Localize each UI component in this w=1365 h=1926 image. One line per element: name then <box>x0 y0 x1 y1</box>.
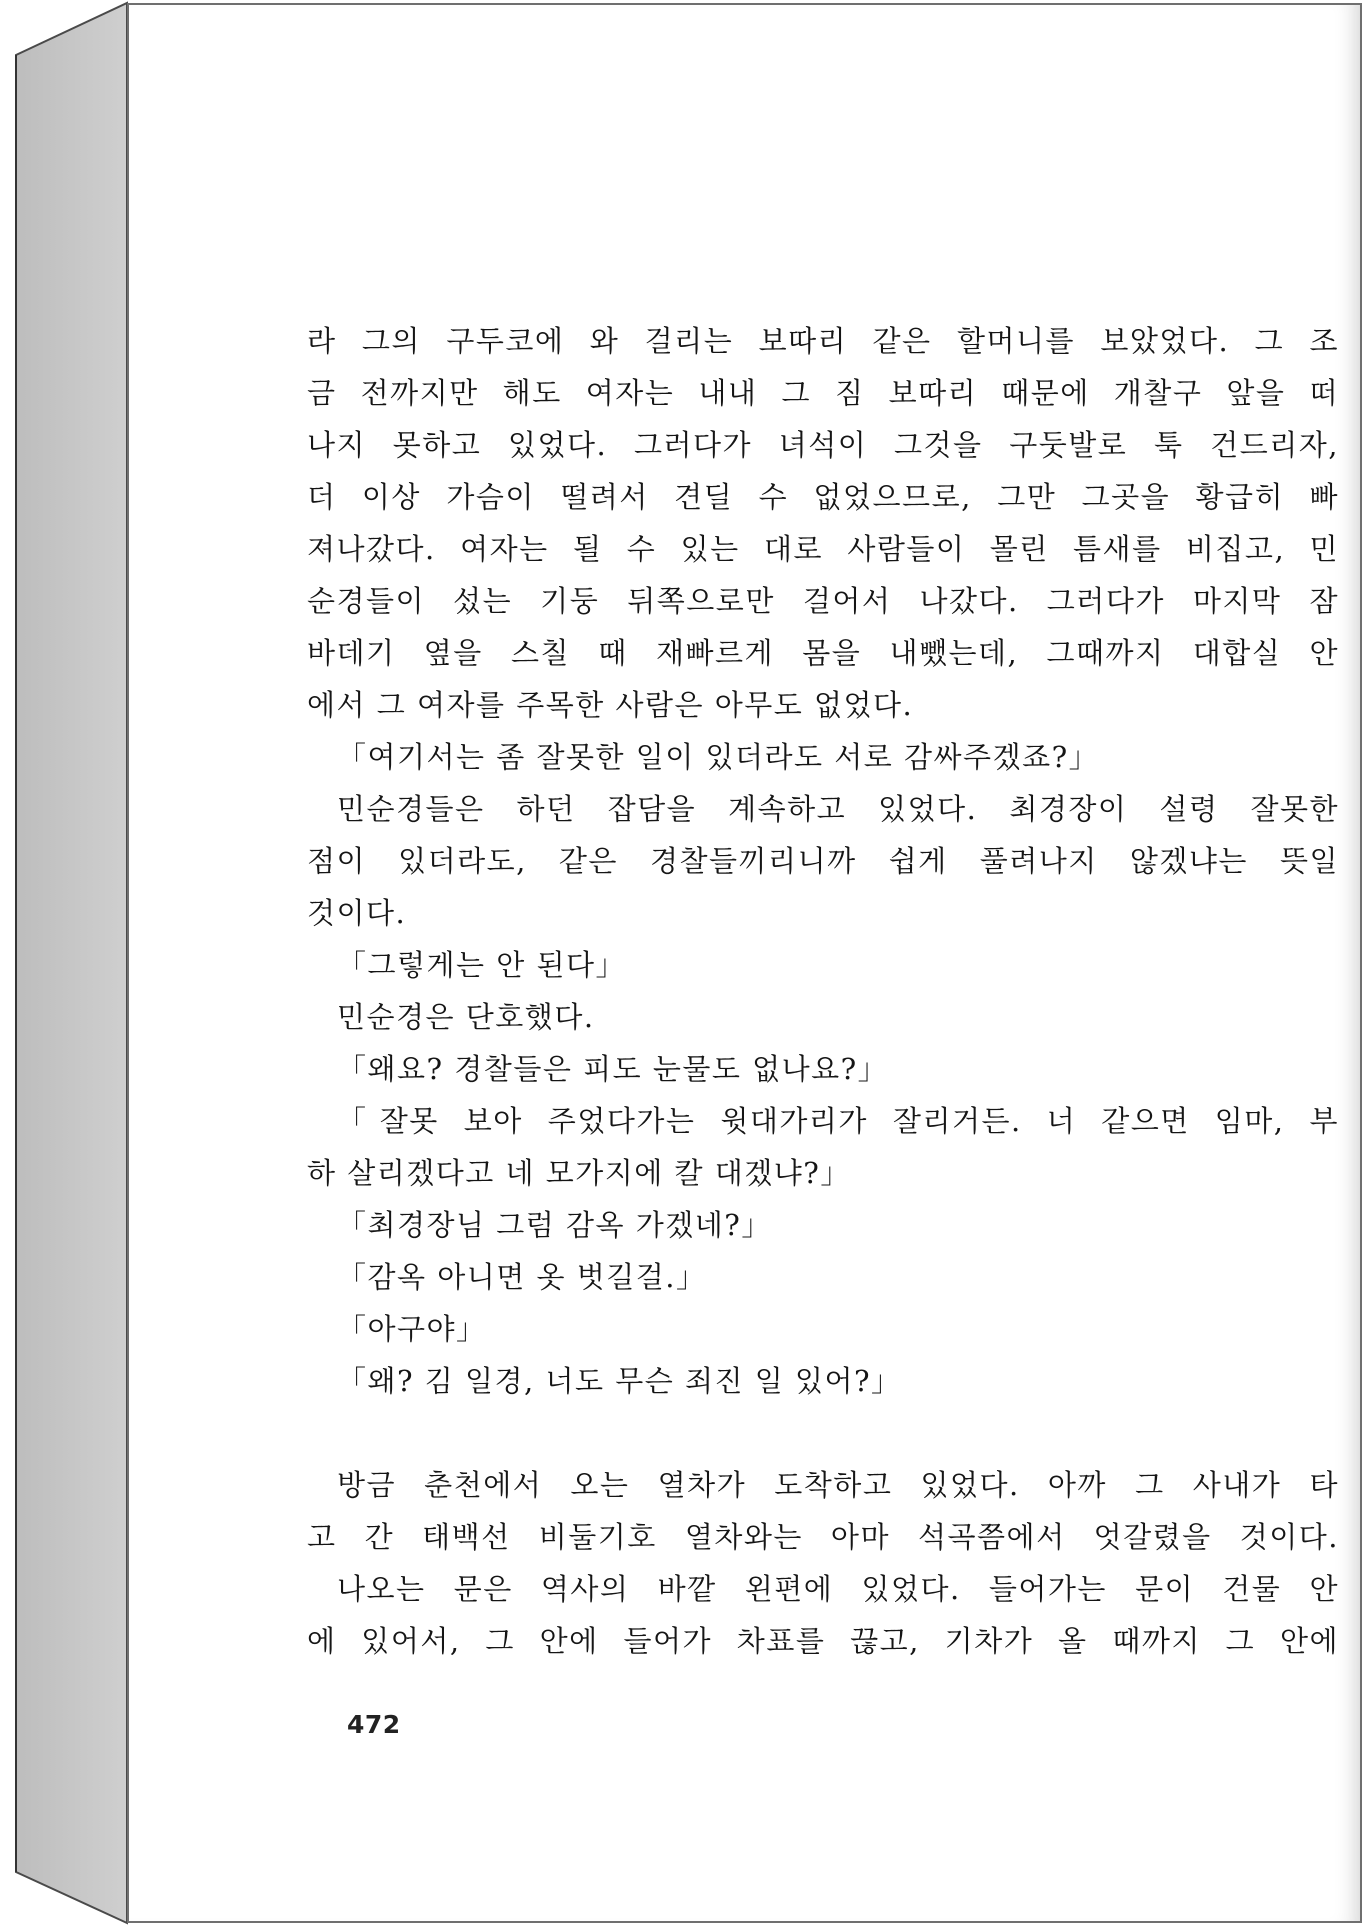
text-line: 에서 그 여자를 주목한 사람은 아무도 없었다. <box>307 688 914 722</box>
blank-line <box>307 1407 1339 1459</box>
text-line: 순경들이 섰는 기둥 뒤쪽으로만 걸어서 나갔다. 그러다가 마지막 잠 <box>307 584 1339 618</box>
text-line: 에 있어서, 그 안에 들어가 차표를 끊고, 기차가 올 때까지 그 안에 <box>307 1624 1339 1658</box>
text-line: 「그렇게는 안 된다」 <box>337 948 627 982</box>
text-line: 「왜요? 경찰들은 피도 눈물도 없나요?」 <box>337 1052 889 1086</box>
text-line: 바데기 옆을 스칠 때 재빠르게 몸을 내뺐는데, 그때까지 대합실 안 <box>307 636 1339 670</box>
text-line: 더 이상 가슴이 떨려서 견딜 수 없었으므로, 그만 그곳을 황급히 빠 <box>307 480 1339 514</box>
text-line: 방금 춘천에서 오는 열차가 도착하고 있었다. 아까 그 사내가 타 <box>337 1468 1339 1502</box>
page-number: 472 <box>347 1710 401 1739</box>
text-line: 것이다. <box>307 896 407 930</box>
text-line: 「아구야」 <box>337 1312 487 1346</box>
text-line: 금 전까지만 해도 여자는 내내 그 짐 보따리 때문에 개찰구 앞을 떠 <box>307 376 1339 410</box>
text-line: 민순경들은 하던 잡담을 계속하고 있었다. 최경장이 설령 잘못한 <box>337 792 1339 826</box>
text-line: 「감옥 아니면 옷 벗길걸.」 <box>337 1260 707 1294</box>
text-line: 「여기서는 좀 잘못한 일이 있더라도 서로 감싸주겠죠?」 <box>337 740 1100 774</box>
text-line: 「왜? 김 일경, 너도 무슨 죄진 일 있어?」 <box>337 1364 902 1398</box>
text-line: 민순경은 단호했다. <box>337 1000 595 1034</box>
text-line: 「잘못 보아 주었다가는 윗대가리가 잘리거든. 너 같으면 임마, 부 <box>337 1104 1339 1138</box>
text-line: 라 그의 구두코에 와 걸리는 보따리 같은 할머니를 보았었다. 그 조 <box>307 324 1339 358</box>
book-spine <box>0 0 132 1926</box>
text-line: 나지 못하고 있었다. 그러다가 녀석이 그것을 구둣발로 툭 건드리자, <box>307 428 1339 462</box>
text-line: 나오는 문은 역사의 바깥 왼편에 있었다. 들어가는 문이 건물 안 <box>337 1572 1339 1606</box>
text-line: 하 살리겠다고 네 모가지에 칼 대겠냐?」 <box>307 1156 851 1190</box>
page-body-text <box>307 315 1339 1667</box>
text-line: 점이 있더라도, 같은 경찰들끼리니까 쉽게 풀려나지 않겠냐는 뜻일 <box>307 844 1339 878</box>
text-line: 져나갔다. 여자는 될 수 있는 대로 사람들이 몰린 틈새를 비집고, 민 <box>307 532 1339 566</box>
book-page <box>127 3 1362 1923</box>
text-line: 고 간 태백선 비둘기호 열차와는 아마 석곡쯤에서 엇갈렸을 것이다. <box>307 1520 1339 1554</box>
text-line: 「최경장님 그럼 감옥 가겠네?」 <box>337 1208 772 1242</box>
